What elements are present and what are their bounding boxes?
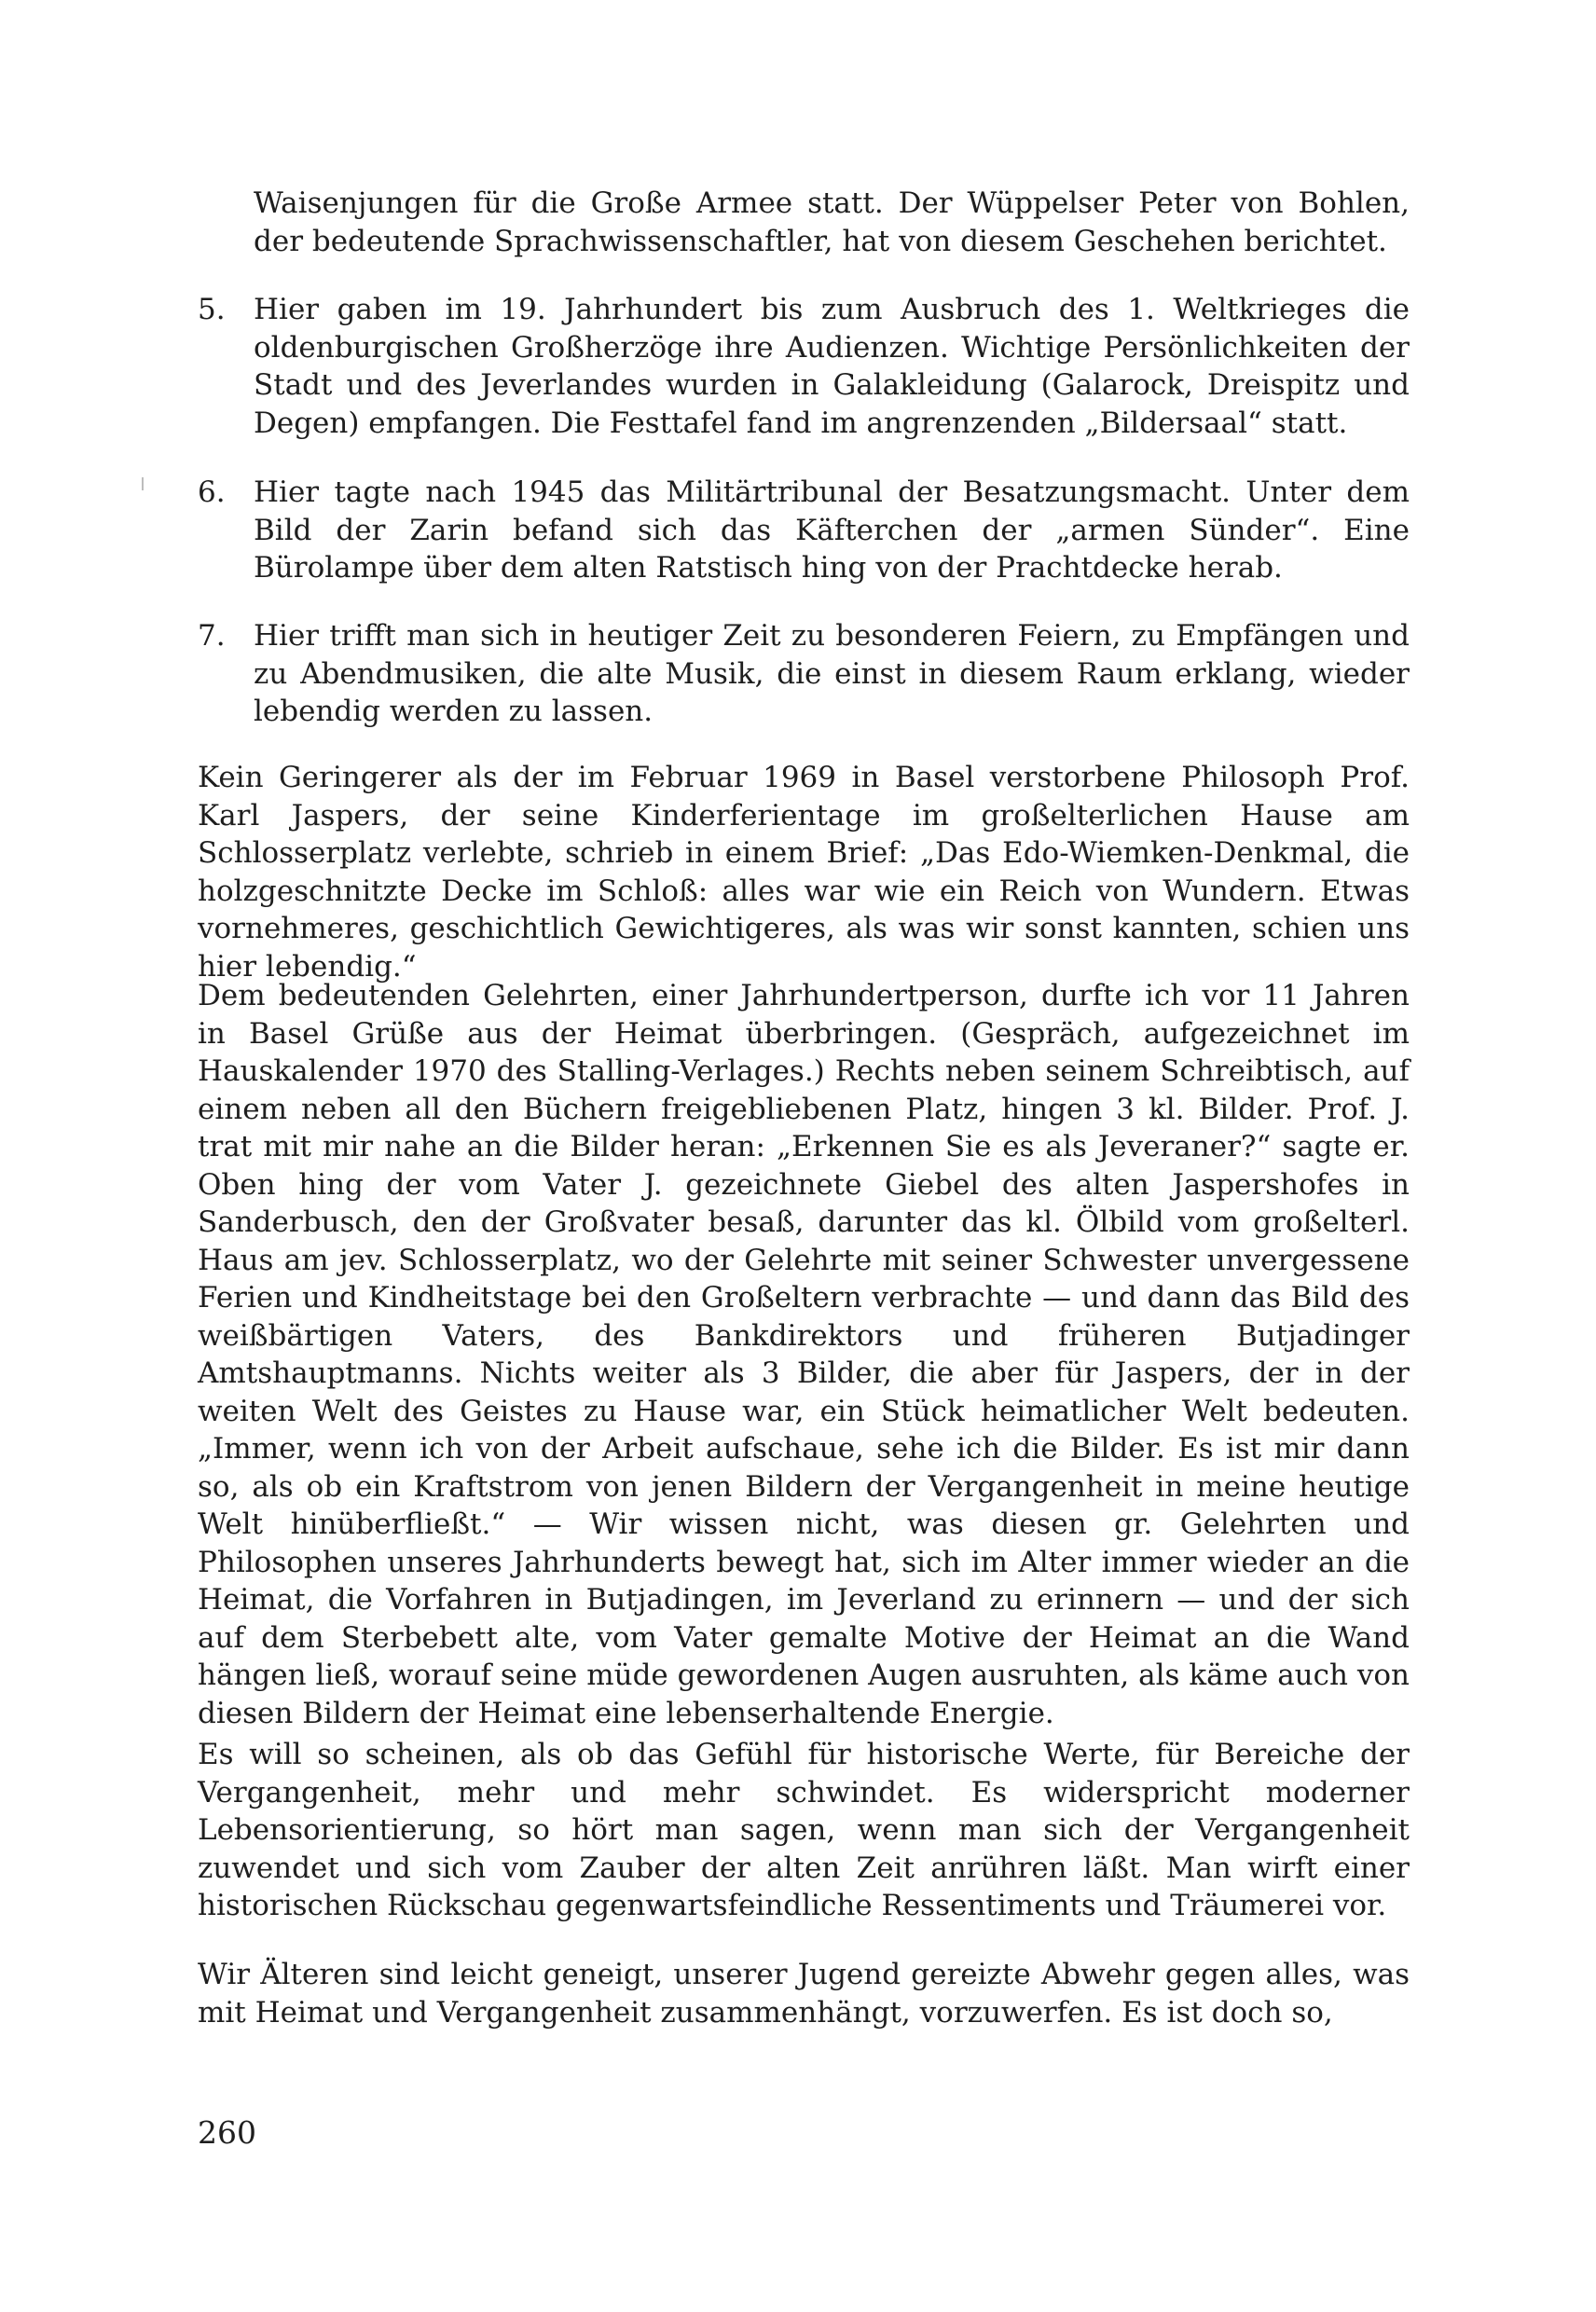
- paragraph-jaspers-letter: Kein Geringerer als der im Februar 1969 in Basel verstorbene Philosoph Prof. Karl Jaspers, der seine Kinderferientage im großelterlichen Hause am Schlosserplatz verlebte, schrieb in einem Brief: „Das Edo-Wiemken-Denkmal, die holzgeschnitzte Decke im Schloß: alles war wie ein Reich von Wundern. Etwas vornehmeres, geschichtlich Gewichtigeres, als was wir sonst kannten, schien uns hier lebendig.“: [198, 761, 1410, 984]
- paragraph-historical-values: Es will so scheinen, als ob das Gefühl für historische Werte, für Bereiche der Vergangenheit, mehr und mehr schwindet. Es widerspricht moderner Lebensorientierung, so hört man sagen, wenn man sich der Vergangenheit zuwendet und sich vom Zauber der alten Zeit anrühren läßt. Man wirft einer historischen Rückschau gegenwartsfeindliche Ressentiments und Träumerei vor.: [198, 1738, 1410, 1922]
- page-number: 260: [198, 2114, 256, 2151]
- list-item-number: 7.: [198, 619, 226, 653]
- paragraph-youth: Wir Älteren sind leicht geneigt, unserer Jugend gereizte Abwehr gegen alles, was mit Heimat und Vergangenheit zusammenhängt, vorzuwerfen. Es ist doch so,: [198, 1958, 1410, 2030]
- margin-mark: [142, 477, 144, 490]
- intro-continuation: Waisenjungen für die Große Armee statt. Der Wüppelser Peter von Bohlen, der bedeutende Sprachwissenschaftler, hat von diesem Geschehen berichtet.: [254, 186, 1410, 258]
- list-item-text: Hier tagte nach 1945 das Militärtribunal der Besatzungsmacht. Unter dem Bild der Zarin befand sich das Käfterchen der „armen Sünder“. Eine Bürolampe über dem alten Ratstisch hing von der Prachtdecke herab.: [254, 475, 1410, 585]
- list-item-text: Hier trifft man sich in heutiger Zeit zu besonderen Feiern, zu Empfängen und zu Abendmusiken, die alte Musik, die einst in diesem Raum erklang, wieder lebendig werden zu lassen.: [254, 619, 1410, 728]
- list-item-text: Hier gaben im 19. Jahrhundert bis zum Ausbruch des 1. Weltkrieges die oldenburgischen Großherzöge ihre Audienzen. Wichtige Persönlichkeiten der Stadt und des Jeverlandes wurden in Galakleidung (Galarock, Dreispitz und Degen) empfangen. Die Festtafel fand im angrenzenden „Bildersaal“ statt.: [254, 293, 1410, 440]
- list-item-number: 5.: [198, 293, 226, 326]
- paragraph-basel-visit: Dem bedeutenden Gelehrten, einer Jahrhundertperson, durfte ich vor 11 Jahren in Basel Grüße aus der Heimat überbringen. (Gespräch, aufgezeichnet im Hauskalender 1970 des Stalling-Verlages.) Rechts neben seinem Schreibtisch, auf einem neben all den Büchern freigebliebenen Platz, hingen 3 kl. Bilder. Prof. J. trat mit mir nahe an die Bilder heran: „Erkennen Sie es als Jeveraner?“ sagte er. Oben hing der vom Vater J. gezeichnete Giebel des alten Jaspershofes in Sanderbusch, den der Großvater besaß, darunter das kl. Ölbild vom großelterl. Haus am jev. Schlosserplatz, wo der Gelehrte mit seiner Schwester unvergessene Ferien und Kindheitstage bei den Großeltern verbrachte — und dann das Bild des weißbärtigen Vaters, des Bankdirektors und früheren Butjadinger Amtshauptmanns. Nichts weiter als 3 Bilder, die aber für Jaspers, der in der weiten Welt des Geistes zu Hause war, ein Stück heimatlicher Welt bedeuten. „Immer, wenn ich von der Arbeit aufschaue, sehe ich die Bilder. Es ist mir dann so, als ob ein Kraftstrom von jenen Bildern der Vergangenheit in meine heutige Welt hinüberfließt.“ — Wir wissen nicht, was diesen gr. Gelehrten und Philosophen unseres Jahrhunderts bewegt hat, sich im Alter immer wieder an die Heimat, die Vorfahren in Butjadingen, im Jeverland zu erinnern — und der sich auf dem Sterbebett alte, vom Vater gemalte Motive der Heimat an die Wand hängen ließ, worauf seine müde gewordenen Augen ausruhten, als käme auch von diesen Bildern der Heimat eine lebenserhaltende Energie.: [198, 979, 1410, 1730]
- list-item-number: 6.: [198, 475, 226, 509]
